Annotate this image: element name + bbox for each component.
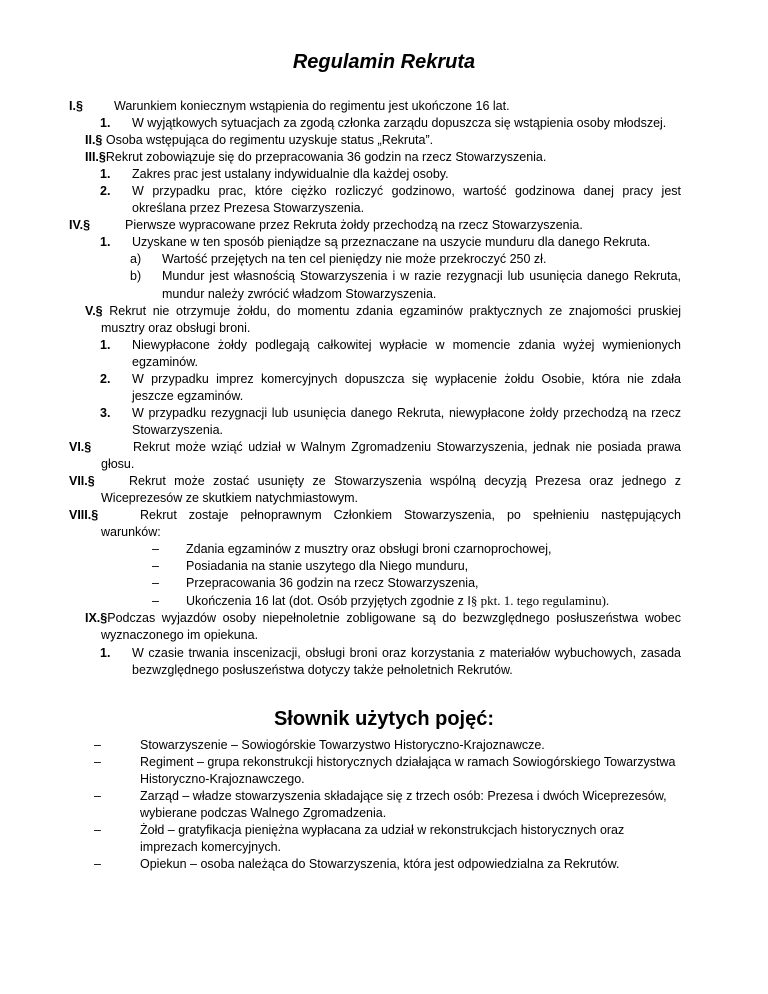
section-mark: II.§ (85, 133, 103, 148)
point-mark: 1. (100, 645, 111, 660)
point-mark: 2. (100, 184, 111, 199)
condition-reference: § pkt. 1. tego regulaminu). (470, 593, 610, 609)
point-text: W przypadku rezygnacji lub usunięcia danego Rekruta, niewypłacone żołdy przechodzą na rzecz Stowarzyszenia. (132, 405, 681, 437)
subpoint-text: Mundur jest własnością Stowarzyszenia i w razie rezygnacji lub usunięcia danego Rekruta, mundur należy zwrócić władzom Stowarzyszenia. (162, 269, 681, 301)
section-mark: VIII.§ (69, 508, 99, 523)
dash-mark: – (94, 857, 101, 871)
section-mark: VII.§ (69, 474, 95, 489)
section-viii (69, 507, 681, 541)
point-text: W wyjątkowych sytuacjach za zgodą członka zarządu dopuszcza się wstąpienia osoby młodszej. (132, 116, 667, 131)
section-vii (69, 473, 681, 507)
document-title: Regulamin Rekruta (292, 51, 476, 73)
section-iii (85, 149, 681, 166)
point-text: Niewypłacone żołdy podlegają całkowitej wypłacie w momencie zdania wyżej wymienionych egzaminów. (132, 337, 681, 369)
section-ix (85, 610, 681, 644)
section-i-point-1 (85, 115, 681, 132)
point-mark: 1. (100, 337, 111, 352)
condition-text: Ukończenia 16 lat (dot. Osób przyjętych zgodnie z I (186, 594, 471, 609)
glossary-title: Słownik użytych pojęć: (273, 708, 495, 730)
point-text: W czasie trwania inscenizacji, obsługi broni oraz korzystania z materiałów wybuchowych, zasada bezwzględnego posłuszeństwa dotyczy także pełnoletnich Rekrutów. (132, 645, 681, 677)
point-text: W przypadku imprez komercyjnych dopuszcza się wypłacenie żołdu Osobie, która nie zdała jeszcze egzaminów. (132, 371, 681, 403)
section-v-point-2 (85, 371, 681, 405)
section-iii-point-2 (85, 183, 681, 217)
glossary-text: Zarząd – władze stowarzyszenia składające się z trzech osób: Prezesa i dwóch Wiceprezesów, wybierane podczas Walnego Zgromadzenia. (140, 789, 667, 820)
dash-mark: – (152, 542, 159, 557)
section-text: Osoba wstępująca do regimentu uzyskuje status „Rekruta”. (105, 133, 434, 148)
dash-mark: – (94, 738, 101, 752)
glossary-item (94, 856, 677, 873)
dash-mark: – (152, 559, 159, 574)
regulations-body (69, 98, 681, 679)
section-viii-condition (85, 592, 681, 610)
dash-mark: – (94, 823, 101, 837)
section-text: Rekrut nie otrzymuje żołdu, do momentu zdania egzaminów praktycznych ze znajomości pruskiej musztry oraz obsługi broni. (101, 303, 681, 335)
section-i (69, 98, 681, 115)
section-iv-subpoint-a (85, 251, 681, 268)
point-text: Uzyskane w ten sposób pieniądze są przeznaczane na uszycie munduru dla danego Rekruta. (132, 235, 651, 250)
section-vi (69, 439, 681, 473)
point-text: W przypadku prac, które ciężko rozliczyć godzinowo, wartość godzinowa danej pracy jest określana przez Prezesa Stowarzyszenia. (132, 184, 681, 216)
condition-text: Przepracowania 36 godzin na rzecz Stowarzyszenia, (186, 576, 479, 591)
section-mark: V.§ (85, 303, 103, 318)
glossary-item (94, 754, 677, 788)
section-v-point-1 (85, 337, 681, 371)
section-mark: VI.§ (69, 439, 92, 454)
glossary-list (94, 737, 677, 873)
condition-text: Zdania egzaminów z musztry oraz obsługi broni czarnoprochowej, (186, 542, 552, 557)
dash-mark: – (152, 594, 159, 609)
section-ii (85, 132, 681, 149)
glossary-item (94, 788, 677, 822)
glossary-item (94, 737, 677, 754)
subpoint-mark: b) (130, 269, 142, 284)
section-v-point-3 (85, 405, 681, 439)
section-text: Rekrut może wziąć udział w Walnym Zgromadzeniu Stowarzyszenia, jednak nie posiada prawa głosu. (101, 439, 681, 471)
section-iv (69, 217, 681, 234)
dash-mark: – (94, 789, 101, 803)
section-v (85, 303, 681, 337)
section-viii-condition (85, 541, 681, 558)
section-mark: IV.§ (69, 218, 91, 233)
section-iv-subpoint-b (85, 268, 681, 302)
point-mark: 1. (100, 167, 111, 182)
section-mark: I.§ (69, 99, 83, 113)
section-text: Pierwsze wypracowane przez Rekruta żołdy przechodzą na rzecz Stowarzyszenia. (125, 218, 583, 233)
section-iii-point-1 (85, 166, 681, 183)
glossary-item (94, 822, 677, 856)
section-text: Rekrut może zostać usunięty ze Stowarzyszenia wspólną decyzją Prezesa oraz jednego z Wiceprezesów ze skutkiem natychmiastowym. (101, 474, 681, 506)
condition-text: Posiadania na stanie uszytego dla Niego munduru, (186, 559, 469, 574)
point-mark: 3. (100, 405, 111, 420)
point-mark: 1. (100, 235, 111, 250)
glossary-text: Żołd – gratyfikacja pieniężna wypłacana za udział w rekonstrukcjach historycznych oraz imprezach komercyjnych. (140, 823, 625, 854)
dash-mark: – (94, 755, 101, 769)
section-viii-condition (85, 575, 681, 592)
point-text: Zakres prac jest ustalany indywidualnie dla każdej osoby. (132, 167, 449, 182)
section-text: Rekrut zostaje pełnoprawnym Członkiem Stowarzyszenia, po spełnieniu następujących warunków: (101, 508, 681, 540)
point-mark: 2. (100, 371, 111, 386)
glossary-text: Opiekun – osoba należąca do Stowarzyszenia, która jest odpowiedzialna za Rekrutów. (140, 857, 620, 871)
section-mark: IX.§ (85, 611, 108, 626)
dash-mark: – (152, 576, 159, 591)
section-text: Warunkiem koniecznym wstąpienia do regimentu jest ukończone 16 lat. (114, 99, 510, 113)
section-mark: III.§ (85, 150, 106, 165)
section-text: Podczas wyjazdów osoby niepełnoletnie zobligowane są do bezwzględnego posłuszeństwa wobec wyznaczonego im opiekuna. (101, 611, 681, 643)
section-iv-point-1 (85, 234, 681, 251)
subpoint-text: Wartość przejętych na ten cel pieniędzy nie może przekroczyć 250 zł. (162, 252, 547, 267)
subpoint-mark: a) (130, 252, 142, 267)
point-mark: 1. (100, 116, 111, 131)
section-viii-condition (85, 558, 681, 575)
section-ix-point-1 (85, 645, 681, 679)
section-text: Rekrut zobowiązuje się do przepracowania 36 godzin na rzecz Stowarzyszenia. (105, 150, 547, 165)
glossary-text: Stowarzyszenie – Sowiogórskie Towarzystwo Historyczno-Krajoznawcze. (140, 738, 545, 752)
glossary-text: Regiment – grupa rekonstrukcji historycznych działająca w ramach Sowiogórskiego Towarzystwa Historyczno-Krajoznawczego. (140, 755, 676, 786)
